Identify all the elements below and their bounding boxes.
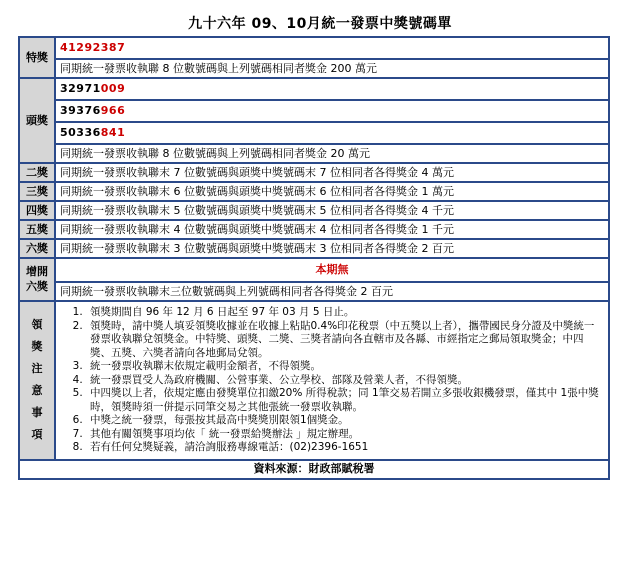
rule-item: 7. 其他有關領獎事項均依「 統一發票給獎辦法 」規定辦理。 bbox=[86, 428, 604, 442]
prize-label: 三獎 bbox=[19, 182, 55, 201]
grand-number-tail: 966 bbox=[100, 104, 126, 118]
rule-item: 8. 若有任何兌獎疑義，請洽詢服務專線電話：(02)2396-1651 bbox=[86, 441, 604, 455]
grand-prize-label: 頭獎 bbox=[19, 78, 55, 163]
rules-label-char: 獎 bbox=[31, 340, 43, 354]
rule-item: 1. 領獎期間自 96 年 12 月 6 日起至 97 年 03 月 5 日止。 bbox=[86, 306, 604, 320]
prize-row bbox=[19, 163, 609, 182]
grand-prize-row bbox=[19, 78, 609, 100]
extra-prize-note: 同期統一發票收執聯末三位數號碼與上列號碼相同者各得獎金 2 百元 bbox=[55, 282, 609, 301]
prize-label: 四獎 bbox=[19, 201, 55, 220]
rule-item: 5. 中四獎以上者，依規定應由發獎單位扣繳20% 所得稅款；同 1筆交易若開立多張收銀機發票，僅其中 1張中獎時，領獎時須一併提示同筆交易之其他張統一發票收執聯。 bbox=[86, 387, 604, 414]
prize-text: 同期統一發票收執聯末 5 位數號碼與頭獎中獎號碼末 5 位相同者各得獎金 4 千元 bbox=[55, 201, 609, 220]
prize-label: 二獎 bbox=[19, 163, 55, 182]
winning-numbers-table bbox=[18, 36, 610, 480]
rules-label-char: 意 bbox=[31, 384, 43, 398]
grand-prize-row bbox=[19, 100, 609, 122]
source-text: 資料來源：財政部賦稅署 bbox=[19, 460, 609, 479]
extra-prize-row bbox=[19, 258, 609, 282]
grand-prize-number bbox=[55, 78, 609, 100]
grand-prize-number bbox=[55, 122, 609, 144]
extra-prize-label-line1: 增開 bbox=[26, 265, 48, 279]
extra-prize-label-line2: 六獎 bbox=[26, 279, 48, 293]
prize-text: 同期統一發票收執聯末 7 位數號碼與頭獎中獎號碼末 7 位相同者各得獎金 4 萬元 bbox=[55, 163, 609, 182]
prize-row bbox=[19, 182, 609, 201]
special-prize-row bbox=[19, 37, 609, 59]
prize-text: 同期統一發票收執聯末 4 位數號碼與頭獎中獎號碼末 4 位相同者各得獎金 1 千元 bbox=[55, 220, 609, 239]
special-prize-note: 同期統一發票收執聯 8 位數號碼與上列號碼相同者獎金 200 萬元 bbox=[55, 59, 609, 78]
extra-prize-note-row bbox=[19, 282, 609, 301]
special-prize-label: 特獎 bbox=[19, 37, 55, 78]
source-row bbox=[19, 460, 609, 479]
grand-prize-note: 同期統一發票收執聯 8 位數號碼與上列號碼相同者獎金 20 萬元 bbox=[55, 144, 609, 163]
grand-number-head: 32971 bbox=[60, 82, 101, 96]
grand-prize-row bbox=[19, 122, 609, 144]
rules-label-char: 事 bbox=[31, 406, 43, 420]
extra-prize-value: 本期無 bbox=[55, 258, 609, 282]
rule-item: 4. 統一發票買受人為政府機關、公營事業、公立學校、部隊及營業人者，不得領獎。 bbox=[86, 374, 604, 388]
prize-row bbox=[19, 201, 609, 220]
grand-number-tail: 841 bbox=[100, 126, 126, 140]
grand-number-tail: 009 bbox=[100, 82, 126, 96]
rules-label-char: 領 bbox=[31, 318, 43, 332]
rule-item: 2. 領獎時，請中獎人填妥領獎收據並在收據上粘貼0.4%印花稅票（中五獎以上者），攜帶國民身分證及中獎統一發票收執聯兌領獎金。中特獎、頭獎、二獎、三獎者請向各直轄市及各縣、市經指定之郵局領取獎金；中四獎、五獎、六獎者請向各地郵局兌領。 bbox=[86, 320, 604, 361]
grand-number-head: 50336 bbox=[60, 126, 101, 140]
prize-text: 同期統一發票收執聯末 3 位數號碼與頭獎中獎號碼末 3 位相同者各得獎金 2 百元 bbox=[55, 239, 609, 258]
rules-row bbox=[19, 301, 609, 460]
grand-prize-number bbox=[55, 100, 609, 122]
rules-label-char: 項 bbox=[31, 428, 43, 442]
grand-number-head: 39376 bbox=[60, 104, 101, 118]
rules-label bbox=[19, 301, 55, 460]
rule-item: 6. 中獎之統一發票，每張按其最高中獎獎別限領1個獎金。 bbox=[86, 414, 604, 428]
prize-row bbox=[19, 220, 609, 239]
rule-item: 3. 統一發票收執聯末依規定載明金額者，不得領獎。 bbox=[86, 360, 604, 374]
rules-label-char: 注 bbox=[31, 362, 43, 376]
rules-content bbox=[55, 301, 609, 460]
prize-text: 同期統一發票收執聯末 6 位數號碼與頭獎中獎號碼末 6 位相同者各得獎金 1 萬元 bbox=[55, 182, 609, 201]
prize-label: 五獎 bbox=[19, 220, 55, 239]
prize-label: 六獎 bbox=[19, 239, 55, 258]
prize-row bbox=[19, 239, 609, 258]
rules-list bbox=[60, 306, 604, 455]
grand-prize-note-row bbox=[19, 144, 609, 163]
special-prize-note-row bbox=[19, 59, 609, 78]
page-title: 九十六年 09、10月統一發票中獎號碼單 bbox=[188, 16, 452, 32]
special-prize-number: 41292387 bbox=[55, 37, 609, 59]
extra-prize-label bbox=[19, 258, 55, 301]
